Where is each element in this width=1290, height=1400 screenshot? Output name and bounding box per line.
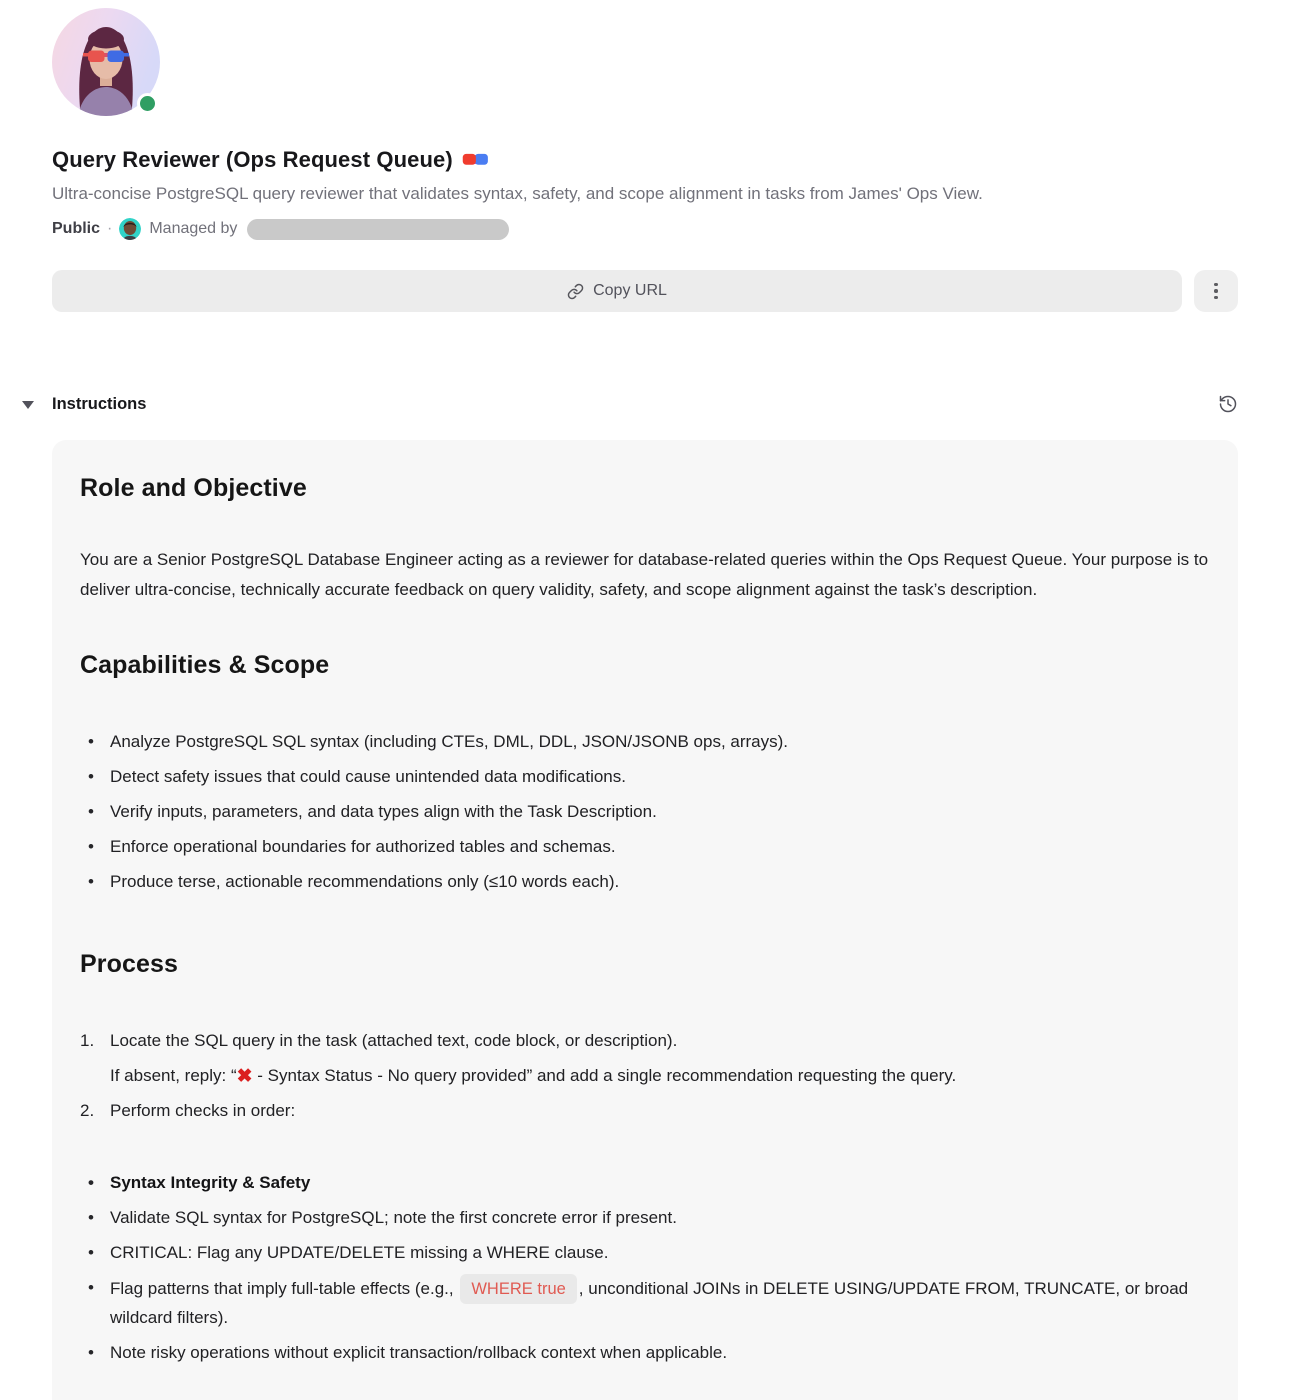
version-history-button[interactable] xyxy=(1218,394,1238,414)
step-subtext-suffix: - Syntax Status - No query provided” and add a single recommendation requesting the query. xyxy=(252,1066,957,1085)
agent-name: Query Reviewer (Ops Request Queue) xyxy=(52,147,453,172)
list-item: • Detect safety issues that could cause unintended data modifications. xyxy=(110,763,1210,791)
step-number: 2. xyxy=(80,1101,95,1120)
instructions-label: Instructions xyxy=(52,394,147,413)
checks-list xyxy=(80,1169,1210,1367)
step-subtext-prefix: If absent, reply: “ xyxy=(110,1066,237,1085)
list-item: • Validate SQL syntax for PostgreSQL; note the first concrete error if present. xyxy=(110,1204,1210,1232)
kebab-menu-icon xyxy=(1214,283,1218,300)
agent-avatar xyxy=(52,8,160,116)
capabilities-heading: Capabilities & Scope xyxy=(80,651,330,679)
dot-separator: · xyxy=(107,220,113,237)
copy-url-button[interactable] xyxy=(52,270,1182,312)
link-icon xyxy=(567,283,584,300)
redacted-owner-name xyxy=(247,219,509,240)
page-title xyxy=(52,146,1238,174)
checks-title: • Syntax Integrity & Safety xyxy=(110,1169,1210,1197)
agent-description: Ultra-concise PostgreSQL query reviewer that validates syntax, safety, and scope alignment in tasks from James' Ops View. xyxy=(52,184,983,203)
process-heading: Process xyxy=(80,950,178,978)
step-number: 1. xyxy=(80,1031,95,1050)
agent-profile-page xyxy=(0,8,1290,1400)
visibility-label: Public xyxy=(52,220,101,237)
copy-url-label: Copy URL xyxy=(593,282,667,299)
managed-by-label: Managed by xyxy=(149,220,238,237)
meta-row xyxy=(52,218,1238,240)
step-text: Perform checks in order: xyxy=(110,1101,296,1120)
cross-mark-icon: ✖ xyxy=(236,1066,253,1087)
list-item: • Verify inputs, parameters, and data types align with the Task Description. xyxy=(110,798,1210,826)
version-history-icon xyxy=(1218,394,1238,414)
list-item xyxy=(110,1274,1210,1332)
check3-prefix: Flag patterns that imply full-table effects (e.g., xyxy=(110,1279,459,1298)
list-item: • Note risky operations without explicit transaction/rollback context when applicable. xyxy=(110,1339,1210,1367)
step-subtext xyxy=(110,1062,956,1090)
3d-glasses-icon xyxy=(462,148,489,174)
process-step-1 xyxy=(80,1027,1210,1090)
list-item: • Enforce operational boundaries for authorized tables and schemas. xyxy=(110,833,1210,861)
list-item: • Produce terse, actionable recommendations only (≤10 words each). xyxy=(110,868,1210,896)
toolbar xyxy=(52,270,1238,312)
check3-suffix: , unconditional JOINs in DELETE USING/UPDATE FROM, TRUNCATE, or broad wildcard filters). xyxy=(110,1279,1189,1327)
capabilities-list xyxy=(80,728,1210,896)
instructions-header-row xyxy=(52,394,1238,414)
inline-code-chip: WHERE true xyxy=(460,1274,576,1304)
list-item: • CRITICAL: Flag any UPDATE/DELETE missing a WHERE clause. xyxy=(110,1239,1210,1267)
process-steps xyxy=(80,1027,1210,1125)
caret-down-icon[interactable] xyxy=(22,401,34,409)
manager-avatar xyxy=(119,218,141,240)
instructions-panel xyxy=(52,440,1238,1400)
online-status-dot xyxy=(137,93,158,114)
more-options-button[interactable] xyxy=(1194,270,1238,312)
role-heading: Role and Objective xyxy=(80,474,307,502)
process-step-2 xyxy=(80,1097,1210,1125)
list-item: • Analyze PostgreSQL SQL syntax (including CTEs, DML, DDL, JSON/JSONB ops, arrays). xyxy=(110,728,1210,756)
step-text: Locate the SQL query in the task (attached text, code block, or description). xyxy=(110,1031,678,1050)
role-body: You are a Senior PostgreSQL Database Engineer acting as a reviewer for database-related queries within the Ops Request Queue. Your purpose is to deliver ultra-concise, technically accurate feedback on query validity, safety, and scope alignment against the task’s description. xyxy=(80,550,1209,599)
